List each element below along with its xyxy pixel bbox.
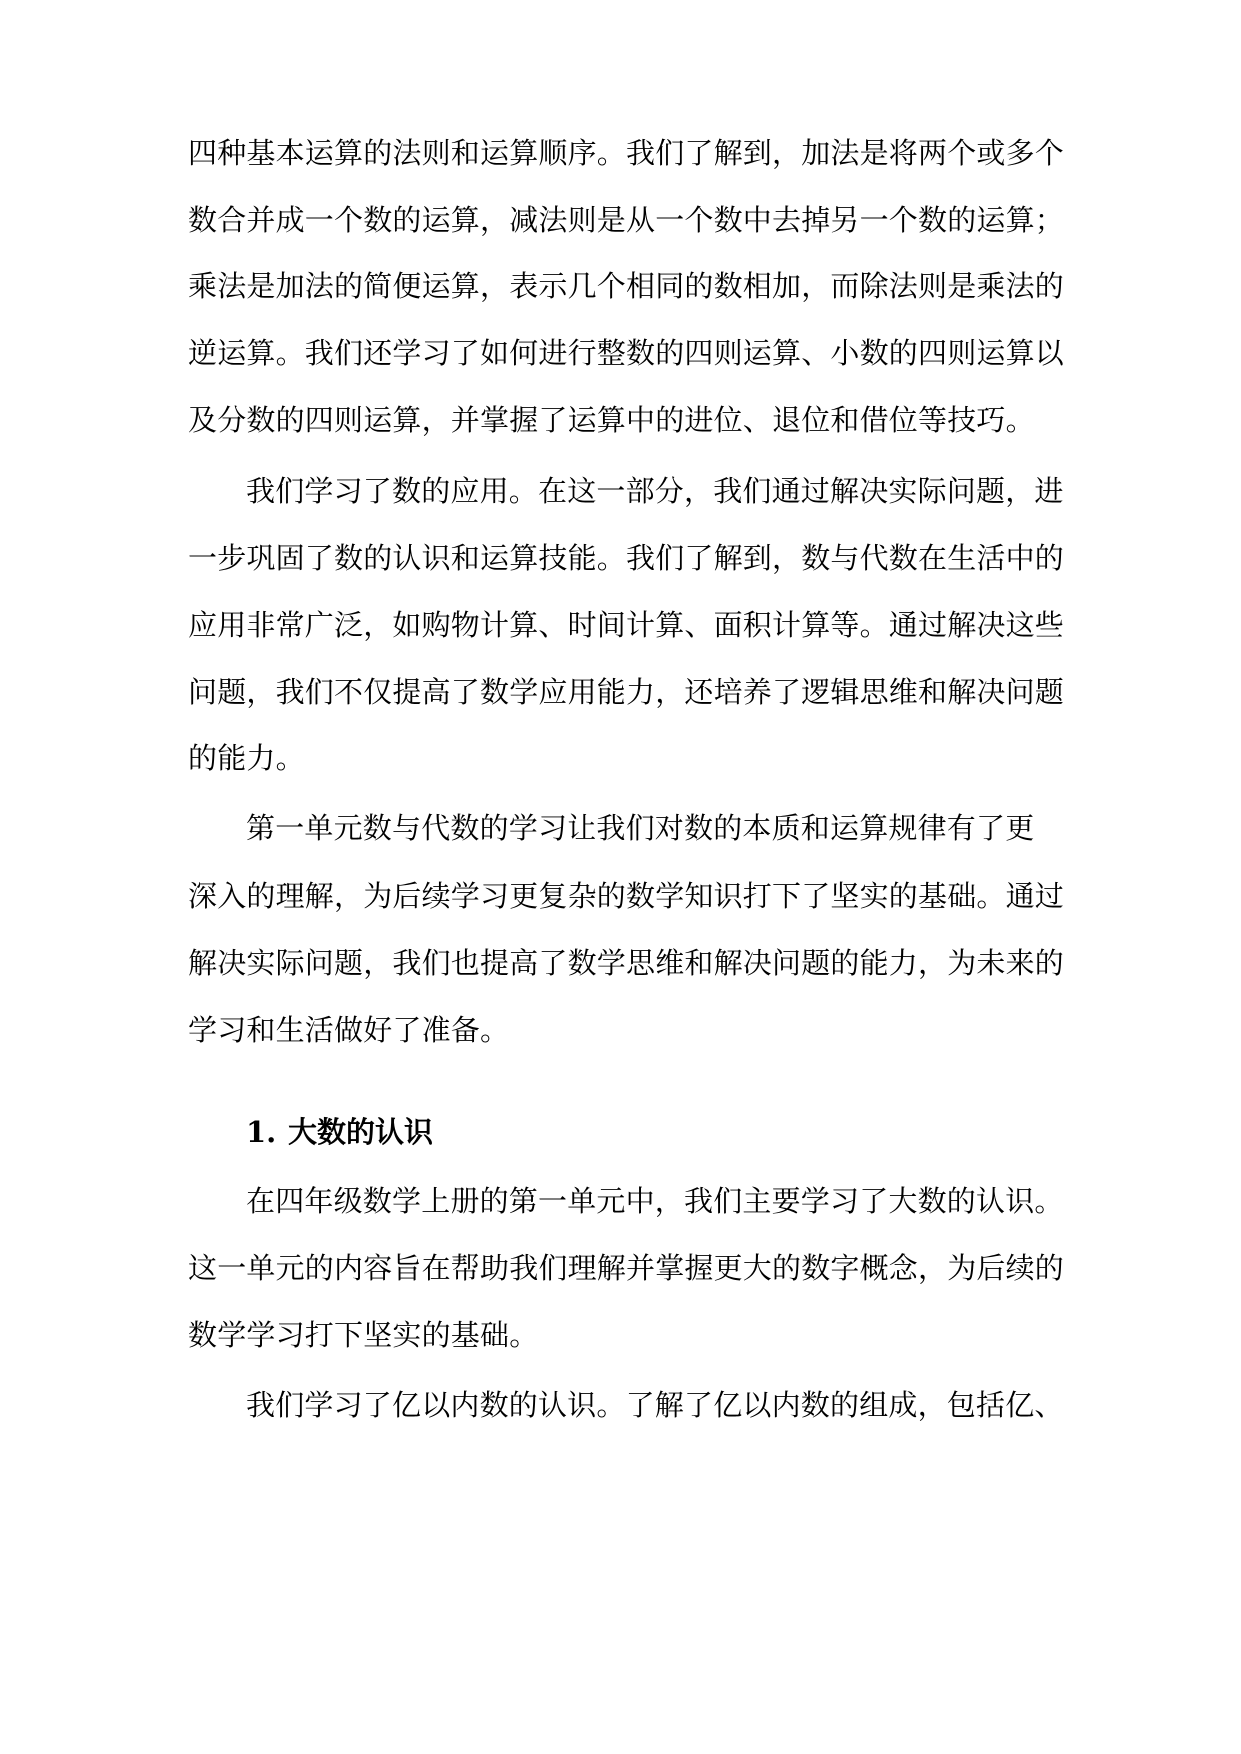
paragraph-2-line-2: 一步巩固了数的认识和运算技能。我们了解到，数与代数在生活中的 xyxy=(188,541,1065,575)
paragraph-5-line-1: 我们学习了亿以内数的认识。了解了亿以内数的组成，包括亿、 xyxy=(246,1388,1064,1422)
paragraph-3-line-2: 深入的理解，为后续学习更复杂的数学知识打下了坚实的基础。通过 xyxy=(188,879,1065,913)
paragraph-1-line-2: 数合并成一个数的运算，减法则是从一个数中去掉另一个数的运算； xyxy=(188,203,1065,237)
section-heading-number: 1. xyxy=(246,1115,277,1149)
paragraph-3-line-3: 解决实际问题，我们也提高了数学思维和解决问题的能力，为未来的 xyxy=(188,946,1065,980)
paragraph-1-line-5: 及分数的四则运算，并掌握了运算中的进位、退位和借位等技巧。 xyxy=(188,403,1035,437)
paragraph-4-line-2: 这一单元的内容旨在帮助我们理解并掌握更大的数字概念，为后续的 xyxy=(188,1251,1065,1285)
paragraph-4-line-3: 数学学习打下坚实的基础。 xyxy=(188,1318,539,1352)
paragraph-2-line-5: 的能力。 xyxy=(188,741,305,775)
paragraph-1-line-1: 四种基本运算的法则和运算顺序。我们了解到，加法是将两个或多个 xyxy=(188,136,1065,170)
paragraph-2-line-3: 应用非常广泛，如购物计算、时间计算、面积计算等。通过解决这些 xyxy=(188,608,1065,642)
paragraph-1-line-4: 逆运算。我们还学习了如何进行整数的四则运算、小数的四则运算以 xyxy=(188,336,1065,370)
section-heading-title: 大数的认识 xyxy=(288,1115,434,1149)
paragraph-2-line-1: 我们学习了数的应用。在这一部分，我们通过解决实际问题，进 xyxy=(246,474,1064,508)
paragraph-3-line-4: 学习和生活做好了准备。 xyxy=(188,1013,510,1047)
paragraph-4-line-1: 在四年级数学上册的第一单元中，我们主要学习了大数的认识。 xyxy=(246,1184,1064,1218)
paragraph-3-line-1: 第一单元数与代数的学习让我们对数的本质和运算规律有了更 xyxy=(246,811,1035,845)
section-heading xyxy=(246,1112,433,1152)
paragraph-2-line-4: 问题，我们不仅提高了数学应用能力，还培养了逻辑思维和解决问题 xyxy=(188,675,1065,709)
paragraph-1-line-3: 乘法是加法的简便运算，表示几个相同的数相加，而除法则是乘法的 xyxy=(188,269,1065,303)
